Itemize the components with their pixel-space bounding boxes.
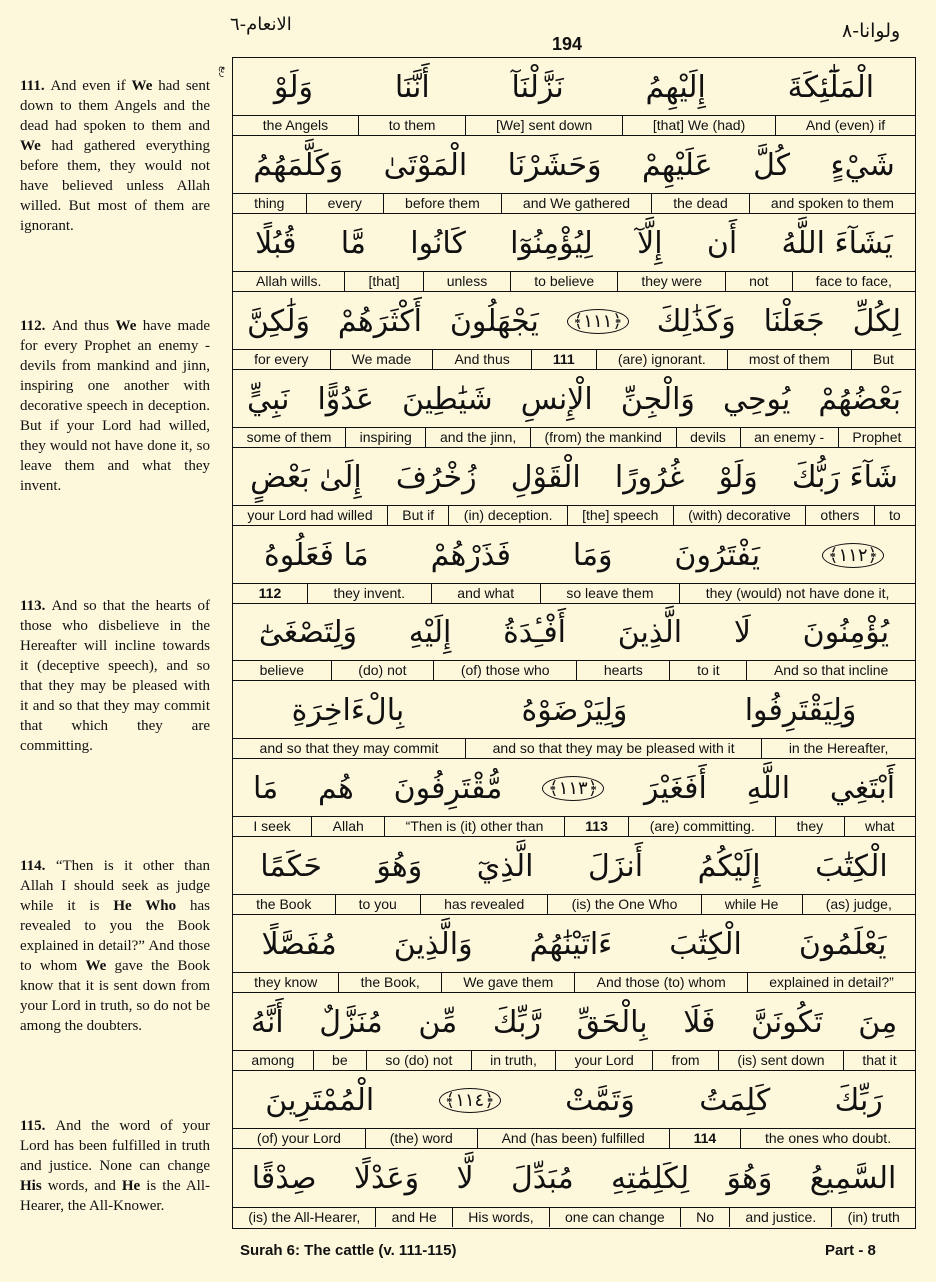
arabic-line <box>233 681 915 740</box>
grid-row <box>233 136 915 214</box>
translation-line <box>233 1050 915 1070</box>
translation-cell: so leave them <box>540 584 679 603</box>
grid-row <box>233 1071 915 1149</box>
arabic-word: وَهُوَ <box>726 1161 773 1197</box>
translation-cell: has revealed <box>420 895 547 914</box>
arabic-word: الَّذِينَ <box>617 615 683 651</box>
translation-cell: We made <box>330 350 433 369</box>
translation-cell: some of them <box>246 428 332 445</box>
grid-row <box>233 292 915 370</box>
arabic-line <box>233 915 915 974</box>
translation-cell: And (has been) fulfilled <box>477 1129 669 1148</box>
arabic-word: وَالَّذِينَ <box>393 927 473 963</box>
translation-line <box>233 115 915 135</box>
commentary-text: And thus We have made for every Prophet an enemy - devils from mankind and jinn, inspiring one another with decorative speech in deception. But if your Lord had willed, they would not have done it, so leave them and what they invent. <box>20 318 210 494</box>
translation-cell: they know <box>254 974 318 991</box>
translation-cell: they <box>775 817 843 836</box>
translation-cell: not <box>725 272 792 291</box>
translation-cell: to you <box>335 895 420 914</box>
arabic-word: إِلَىٰ بَعْضٍ <box>250 459 362 495</box>
arabic-word: لِكَلِمَٰتِهِ <box>611 1161 690 1197</box>
arabic-word: أَبْتَغِي <box>829 771 896 807</box>
translation-cell: (of) those who <box>433 661 576 680</box>
translation-line <box>233 583 915 603</box>
header-surah-name: الانعام-٦ <box>230 14 292 35</box>
verse-number-cell: 114 <box>669 1129 740 1148</box>
translation-cell: His words, <box>452 1208 549 1227</box>
translation-cell: (is) the One Who <box>547 895 700 914</box>
translation-line <box>233 894 915 914</box>
translation-cell: the Book <box>256 896 312 913</box>
commentary-verse-112 <box>20 316 210 496</box>
arabic-line <box>233 837 915 896</box>
arabic-word: ءَاتَيْنَٰهُمُ <box>529 927 613 963</box>
translation-line <box>233 660 915 680</box>
translation-cell: the ones who doubt. <box>740 1129 915 1148</box>
arabic-word: إِلَيْكُمُ <box>697 849 761 885</box>
arabic-word: اللَّهِ <box>746 771 791 807</box>
arabic-word: مُبَدِّلَ <box>510 1161 574 1197</box>
arabic-line <box>233 604 915 663</box>
arabic-word: شَيْءٍ <box>830 147 895 183</box>
ayah-marker: ﴿١١٢﴾ <box>822 543 884 568</box>
arabic-word: مُّقْتَرِفُونَ <box>393 771 503 807</box>
arabic-word: تَكُونَنَّ <box>751 1005 823 1041</box>
translation-line <box>233 505 915 525</box>
translation-cell: [the] speech <box>567 506 673 525</box>
arabic-line <box>233 993 915 1052</box>
arabic-word: إِلَّآ <box>637 225 663 261</box>
arabic-word: جَعَلْنَا <box>763 303 825 339</box>
arabic-word: فَذَرْهُمْ <box>430 537 511 573</box>
arabic-word: مُفَصَّلًا <box>261 927 337 963</box>
arabic-word: صِدْقًا <box>251 1161 317 1197</box>
commentary-verse-115 <box>20 1116 210 1216</box>
translation-cell: We gave them <box>441 973 574 992</box>
arabic-word: حَكَمًا <box>260 849 322 885</box>
translation-cell: what <box>844 817 915 836</box>
translation-cell: And so that incline <box>746 661 915 680</box>
grid-row <box>233 604 915 682</box>
header-juz-name: ولوانا-٨ <box>842 20 901 42</box>
arabic-word: الْكِتَٰبَ <box>669 927 742 963</box>
translation-cell: so (do) not <box>366 1051 471 1070</box>
translation-cell: Prophet <box>838 428 915 447</box>
translation-cell: But if <box>387 506 449 525</box>
arabic-word: وَلَوْ <box>273 69 314 105</box>
translation-cell: (of) your Lord <box>256 1130 341 1147</box>
translation-cell: [We] sent down <box>465 116 622 135</box>
arabic-word: لِيُؤْمِنُوٓا <box>510 225 593 261</box>
grid-row <box>233 214 915 292</box>
translation-cell: the dead <box>651 194 749 213</box>
translation-cell: the Book, <box>338 973 441 992</box>
translation-cell: face to face, <box>792 272 915 291</box>
arabic-word: وَالْجِنِّ <box>620 381 695 417</box>
translation-cell: from <box>652 1051 718 1070</box>
verse-number: 112. <box>20 318 52 334</box>
arabic-line <box>233 58 915 117</box>
translation-cell: one can change <box>549 1208 680 1227</box>
grid-row <box>233 58 915 136</box>
arabic-word: مَّا <box>340 225 366 261</box>
translation-cell: every <box>306 194 383 213</box>
arabic-word: يُؤْمِنُونَ <box>802 615 890 651</box>
translation-cell: to <box>874 506 915 525</box>
arabic-word: نَزَّلْنَآ <box>511 69 564 105</box>
translation-line <box>233 1207 915 1227</box>
arabic-word: بِالْءَاخِرَةِ <box>291 693 405 729</box>
arabic-word: الْقَوْلِ <box>510 459 581 495</box>
arabic-word: أَفَغَيْرَ <box>644 771 707 807</box>
verse-number-cell: 111 <box>531 350 596 369</box>
verse-number-cell: 113 <box>564 817 628 836</box>
translation-cell: your Lord <box>555 1051 652 1070</box>
arabic-word: عَدُوًّا <box>317 381 374 417</box>
translation-cell: your Lord had willed <box>247 506 373 523</box>
arabic-line <box>233 292 915 351</box>
commentary-text: And so that the hearts of those who disbelieve in the Hereafter will incline towards it (deceptive speech), and so that they may be pleased with it and so that they may commit that which they are committing. <box>20 598 210 754</box>
translation-cell: they invent. <box>307 584 431 603</box>
arabic-word: وَلَوْ <box>718 459 758 495</box>
arabic-word: مُنَزَّلٌ <box>319 1005 383 1041</box>
arabic-line <box>233 214 915 273</box>
arabic-word: وَتَمَّتْ <box>565 1083 635 1119</box>
arabic-word: شَيَٰطِينَ <box>401 381 493 417</box>
translation-cell: an enemy - <box>740 428 838 447</box>
arabic-word: أَنَّنَا <box>394 69 430 105</box>
verse-number-cell: 112 <box>258 584 282 601</box>
ayah-marker: ﴿١١٤﴾ <box>439 1088 501 1113</box>
arabic-line <box>233 136 915 195</box>
translation-cell: inspiring <box>345 428 425 447</box>
translation-cell: explained in detail?” <box>747 973 915 992</box>
arabic-word: رَبِّكَ <box>834 1083 883 1119</box>
arabic-word: لَّا <box>456 1161 474 1197</box>
arabic-word: إِلَيْهِمُ <box>645 69 706 105</box>
arabic-word: كَانُوا <box>410 225 466 261</box>
translation-cell: unless <box>423 272 511 291</box>
ayah-marker: ﴿١١١﴾ <box>567 309 629 334</box>
translation-cell: And (even) if <box>775 116 915 135</box>
commentary-verse-113 <box>20 596 210 756</box>
arabic-word: وَكَلَّمَهُمُ <box>253 147 344 183</box>
commentary-text: And even if We had sent down to them Angels and the dead had spoken to them and We had gathered everything before them, they would not have believed unless Allah willed. But most of them are ignorant. <box>20 78 210 234</box>
grid-row <box>233 370 915 448</box>
translation-cell: in truth, <box>471 1051 556 1070</box>
translation-line <box>233 816 915 836</box>
translation-cell: And thus <box>432 350 530 369</box>
arabic-word: السَّمِيعُ <box>809 1161 897 1197</box>
translation-cell: while He <box>701 895 802 914</box>
translation-cell: to believe <box>510 272 617 291</box>
arabic-word: كُلَّ <box>753 147 791 183</box>
translation-cell: Allah wills. <box>256 272 322 289</box>
translation-cell: for every <box>254 350 309 367</box>
arabic-word: وَلَٰكِنَّ <box>246 303 311 339</box>
translation-cell: (as) judge, <box>802 895 915 914</box>
translation-cell: And those (to) whom <box>574 973 747 992</box>
arabic-word: هُم <box>318 771 354 807</box>
page-number: 194 <box>552 34 583 54</box>
translation-cell: they were <box>617 272 725 291</box>
arabic-word: أَنزَلَ <box>588 849 644 885</box>
verse-number: 113. <box>20 598 52 614</box>
arabic-word: الَّذِيٓ <box>476 849 534 885</box>
arabic-word: قُبُلًا <box>255 225 297 261</box>
arabic-word: نَبِيٍّ <box>247 381 290 417</box>
word-by-word-grid <box>232 57 916 1229</box>
commentary-verse-114 <box>20 856 210 1036</box>
translation-cell: [that] We (had) <box>622 116 775 135</box>
translation-cell: devils <box>676 428 740 447</box>
arabic-word: الْمَلَٰٓئِكَةَ <box>787 69 875 105</box>
footer-surah-label: Surah 6: The cattle (v. 111-115) <box>240 1242 457 1259</box>
commentary-text: And the word of your Lord has been fulfilled in truth and justice. None can change His words, and He is the All-Hearer, the All-Knower. <box>20 1118 211 1214</box>
grid-row <box>233 448 915 526</box>
verse-number: 115. <box>20 1118 56 1134</box>
translation-cell: be <box>313 1051 366 1070</box>
translation-cell: they (would) not have done it, <box>679 584 915 603</box>
translation-line <box>233 271 915 291</box>
translation-cell: and justice. <box>729 1208 831 1227</box>
translation-cell: to it <box>669 661 746 680</box>
arabic-word: مَا فَعَلُوهُ <box>264 537 369 573</box>
grid-row <box>233 681 915 759</box>
grid-row <box>233 915 915 993</box>
translation-cell: and what <box>431 584 540 603</box>
translation-cell: (are) ignorant. <box>596 350 727 369</box>
translation-cell: and so that they may be pleased with it <box>465 739 761 758</box>
translation-cell: hearts <box>576 661 669 680</box>
arabic-line <box>233 1071 915 1130</box>
arabic-word: وَعَدْلًا <box>353 1161 420 1197</box>
translation-cell: Allah <box>311 817 384 836</box>
translation-cell: thing <box>254 194 285 211</box>
grid-row <box>233 837 915 915</box>
arabic-word: رَّبِّكَ <box>492 1005 541 1041</box>
translation-cell: and We gathered <box>501 194 651 213</box>
arabic-word: يَشَآءَ اللَّهُ <box>781 225 893 261</box>
translation-line <box>233 738 915 758</box>
arabic-word: أَكْثَرَهُمْ <box>337 303 422 339</box>
arabic-line <box>233 759 915 818</box>
translation-cell: (in) deception. <box>448 506 566 525</box>
arabic-word: زُخْرُفَ <box>395 459 477 495</box>
translation-cell: (the) word <box>365 1129 477 1148</box>
arabic-word: يَعْلَمُونَ <box>798 927 887 963</box>
margin-note: ربع <box>218 66 228 78</box>
translation-cell: and the jinn, <box>425 428 529 447</box>
translation-cell: the Angels <box>262 116 329 133</box>
translation-cell: (in) truth <box>831 1208 915 1227</box>
grid-row <box>233 759 915 837</box>
arabic-word: مِنَ <box>858 1005 898 1041</box>
arabic-word: الْكِتَٰبَ <box>815 849 888 885</box>
arabic-word: الْمُمْتَرِينَ <box>265 1083 375 1119</box>
arabic-word: أَنَّهُ <box>250 1005 284 1041</box>
arabic-word: الْإِنسِ <box>520 381 593 417</box>
arabic-word: وَهُوَ <box>376 849 423 885</box>
translation-cell: But <box>851 350 915 369</box>
arabic-word: وَلِتَصْغَىٰٓ <box>258 615 358 651</box>
arabic-word: يُوحِي <box>722 381 791 417</box>
translation-cell: to them <box>358 116 465 135</box>
grid-row <box>233 993 915 1071</box>
arabic-word: فَلَا <box>683 1005 716 1041</box>
translation-line <box>233 349 915 369</box>
arabic-word: الْمَوْتَىٰ <box>383 147 468 183</box>
commentary-verse-111 <box>20 76 210 236</box>
translation-cell: I seek <box>253 818 291 835</box>
translation-line <box>233 427 915 447</box>
translation-cell: No <box>680 1208 729 1227</box>
grid-row <box>233 526 915 604</box>
translation-cell: [that] <box>344 272 422 291</box>
arabic-word: يَفْتَرُونَ <box>674 537 761 573</box>
verse-number: 111. <box>20 78 51 94</box>
grid-row <box>233 1149 915 1227</box>
translation-cell: that it <box>843 1051 915 1070</box>
arabic-word: غُرُورًا <box>614 459 685 495</box>
translation-cell: among <box>251 1052 295 1069</box>
translation-line <box>233 972 915 992</box>
arabic-word: وَلِيَرْضَوْهُ <box>521 693 628 729</box>
arabic-word: كَلِمَتُ <box>699 1083 771 1119</box>
translation-cell: believe <box>259 662 304 679</box>
translation-cell: (are) committing. <box>628 817 775 836</box>
arabic-word: أَفْـِٔدَةُ <box>503 615 567 651</box>
translation-cell: most of them <box>727 350 851 369</box>
arabic-word: مَا <box>252 771 279 807</box>
translation-cell: (with) decorative <box>673 506 805 525</box>
commentary-text: “Then is it other than Allah I should seek as judge while it is He Who has revealed to you the Book explained in detail?” And those to whom We gave the Book know that it is sent down from your Lord in truth, so do not be among the doubters. <box>20 858 210 1034</box>
translation-cell: “Then is (it) other than <box>384 817 564 836</box>
translation-line <box>233 1128 915 1148</box>
arabic-word: شَآءَ رَبُّكَ <box>791 459 898 495</box>
verse-number: 114. <box>20 858 56 874</box>
arabic-word: يَجْهَلُونَ <box>449 303 539 339</box>
arabic-line <box>233 526 915 585</box>
arabic-word: عَلَيْهِمْ <box>641 147 713 183</box>
translation-cell: (is) the All-Hearer, <box>248 1208 361 1225</box>
arabic-line <box>233 370 915 429</box>
translation-cell: before them <box>383 194 501 213</box>
arabic-word: وَكَذَٰلِكَ <box>656 303 736 339</box>
arabic-word: وَحَشَرْنَا <box>507 147 602 183</box>
translation-cell: in the Hereafter, <box>761 739 915 758</box>
translation-cell: (is) sent down <box>718 1051 843 1070</box>
translation-cell: and spoken to them <box>749 194 915 213</box>
arabic-word: أَن <box>706 225 738 261</box>
translation-cell: and He <box>375 1208 452 1227</box>
arabic-word: لِكُلِّ <box>852 303 902 339</box>
arabic-word: مِّن <box>418 1005 458 1041</box>
arabic-word: إِلَيْهِ <box>408 615 452 651</box>
arabic-line <box>233 1149 915 1208</box>
arabic-word: وَمَا <box>572 537 613 573</box>
arabic-line <box>233 448 915 507</box>
arabic-word: بَعْضُهُمْ <box>818 381 901 417</box>
ayah-marker: ﴿١١٣﴾ <box>542 776 604 801</box>
translation-cell: others <box>805 506 874 525</box>
translation-cell: and so that they may commit <box>259 740 439 757</box>
arabic-word: لَا <box>733 615 751 651</box>
translation-line <box>233 193 915 213</box>
translation-cell: (from) the mankind <box>530 428 676 447</box>
arabic-word: وَلِيَقْتَرِفُوا <box>744 693 857 729</box>
footer-part-label: Part - 8 <box>825 1242 876 1259</box>
translation-cell: (do) not <box>331 661 434 680</box>
arabic-word: بِالْحَقِّ <box>576 1005 648 1041</box>
